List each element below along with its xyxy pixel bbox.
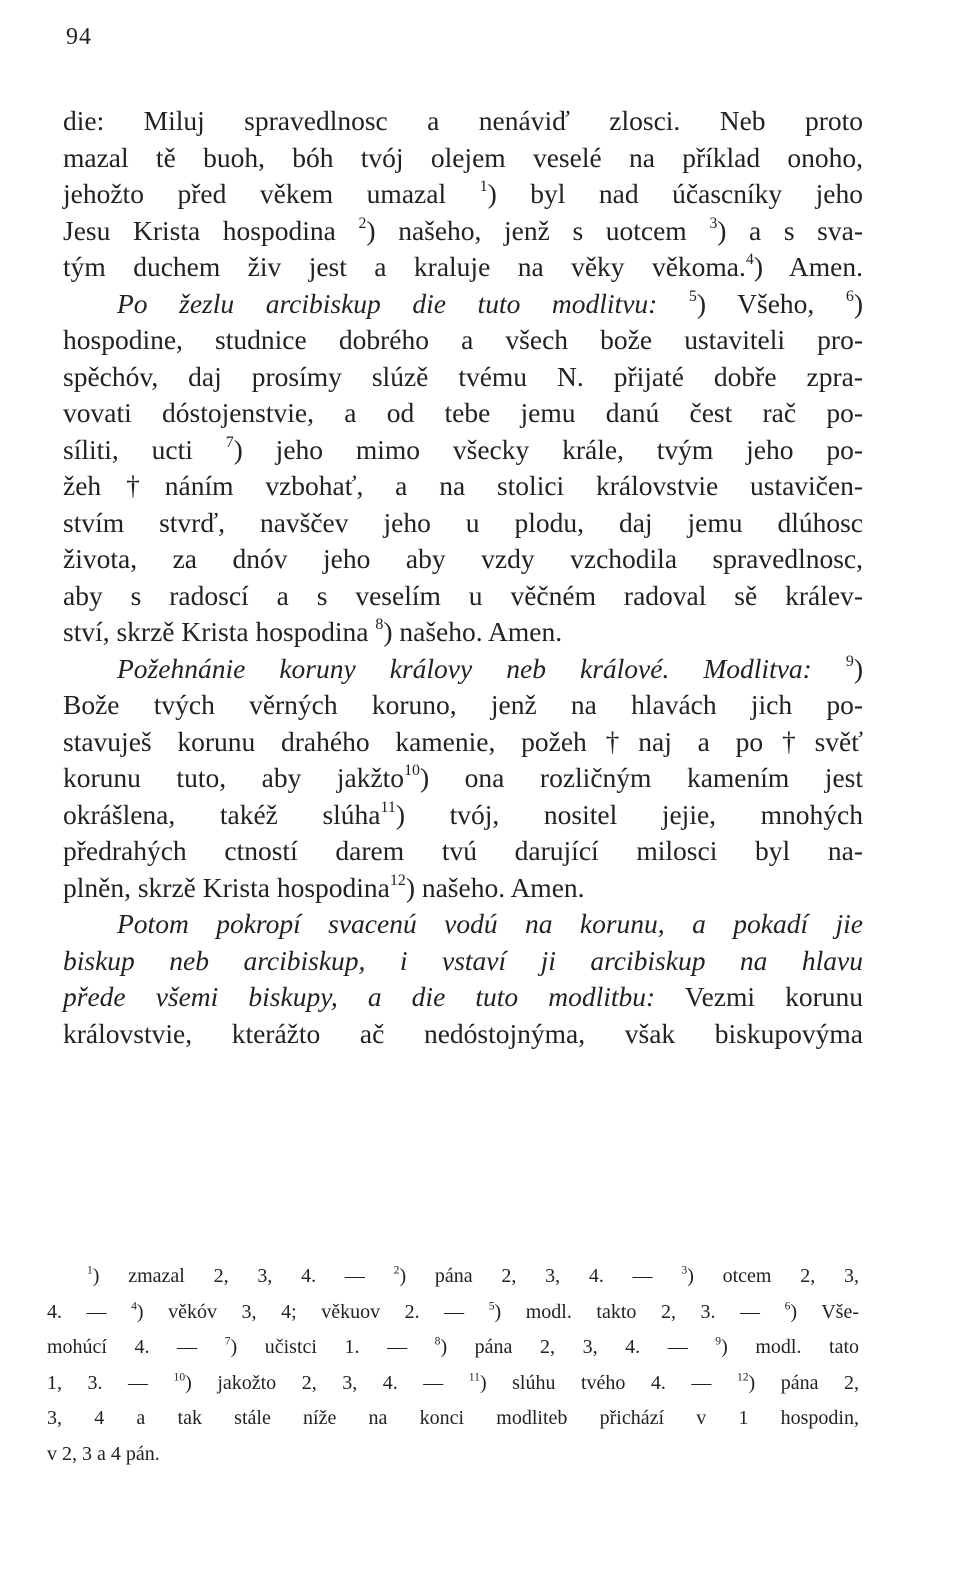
text-line xyxy=(63,724,863,761)
footnote-marker: 2 xyxy=(393,1263,400,1277)
footnote-marker: 8 xyxy=(375,616,384,634)
text-span: ství, skrzě Krista hospodina xyxy=(63,616,376,647)
text-span: plněn, skrzě Krista hospodina xyxy=(63,871,390,903)
text-span: ) učistci 1. — xyxy=(230,1336,435,1358)
footnote-marker: 4 xyxy=(131,1298,137,1312)
text-line xyxy=(63,797,863,834)
text-span: ) modl. takto 2, 3. — xyxy=(494,1300,785,1323)
text-span: Bože tvých věrných koruno, jenž na hlavách jich po- xyxy=(63,689,863,720)
text-span: ) našeho. Amen. xyxy=(383,616,563,647)
text-span: ) věkóv 3, 4; věkuov 2. — xyxy=(136,1300,489,1323)
footnote-marker: 7 xyxy=(225,433,234,451)
text-line xyxy=(63,578,863,615)
text-span: die: Miluj spravedlnosc a nenáviď zlosci. Neb proto xyxy=(63,105,863,136)
footnote-line xyxy=(47,1366,859,1402)
main-text xyxy=(63,103,863,1052)
text-span: ) tvój, nositel jejie, mnohých xyxy=(395,798,863,830)
text-span: vovati dóstojenstvie, a od tebe jemu danú čest rač po- xyxy=(63,397,863,428)
italic-text: biskup neb arcibiskup, i vstaví ji arcibiskup na hlavu xyxy=(63,944,863,976)
footnotes xyxy=(47,1259,859,1472)
text-span: ) jakožto 2, 3, 4. — xyxy=(185,1371,469,1394)
text-span: mohúcí 4. — xyxy=(47,1336,225,1358)
text-line xyxy=(63,176,863,213)
text-span: ) xyxy=(853,652,864,684)
footnote-marker: 12 xyxy=(736,1369,749,1383)
italic-text: přede všemi biskupy, a die tuto modlitbu: xyxy=(63,981,656,1012)
text-line xyxy=(63,213,863,250)
footnote-line xyxy=(47,1259,859,1295)
text-span: ) Amen. xyxy=(753,251,863,282)
footnote-marker: 10 xyxy=(173,1369,186,1383)
text-span: Jesu Krista hospodina xyxy=(63,214,359,246)
text-span: ) a s sva- xyxy=(717,214,863,246)
text-span: ) pána 2, 3, 4. — xyxy=(440,1336,716,1358)
text-span: hospodine, studnice dobrého a všech bože ustaviteli pro- xyxy=(63,324,863,355)
text-span: stavuješ korunu drahého kamenie, požeh†naj a po†svěť xyxy=(63,725,863,757)
text-line xyxy=(63,359,863,396)
footnote-marker: 4 xyxy=(745,251,754,269)
text-span: královstvie, kterážto ač nedóstojnýma, však biskupovýma xyxy=(63,1017,863,1049)
text-line xyxy=(63,687,863,724)
text-span: Vezmi korunu xyxy=(655,981,864,1012)
text-line xyxy=(63,395,863,432)
footnote-marker: 9 xyxy=(845,652,854,670)
footnote-marker: 2 xyxy=(358,214,367,232)
italic-text: Po žezlu arcibiskup die tuto modlitvu: xyxy=(117,287,658,319)
text-line xyxy=(63,651,863,688)
text-span: 3, 4 a tak stále níže na konci modliteb přichází v 1 hospodin, xyxy=(47,1407,859,1429)
text-span: ) Vše- xyxy=(790,1300,860,1323)
text-span: korunu tuto, aby jakžto xyxy=(63,762,405,793)
text-line xyxy=(63,760,863,797)
footnote-line xyxy=(47,1330,859,1366)
text-span: spěchóv, daj prosímy slúzě tvému N. přijaté dobře zpra- xyxy=(63,360,863,392)
text-span: ) slúhu tvého 4. — xyxy=(479,1371,737,1394)
footnote-marker: 1 xyxy=(479,178,488,196)
text-span xyxy=(812,653,846,684)
text-line xyxy=(63,614,863,651)
text-span: ) našeho, jenž s uotcem xyxy=(366,214,710,246)
text-line xyxy=(63,103,863,140)
footnote-marker: 3 xyxy=(709,214,718,232)
footnote-marker: 3 xyxy=(681,1263,688,1277)
footnote-marker: 8 xyxy=(434,1334,441,1348)
text-line xyxy=(63,249,863,286)
footnote-marker: 5 xyxy=(488,1298,495,1312)
text-line xyxy=(63,906,863,943)
text-span xyxy=(657,288,689,319)
footnote-marker: 11 xyxy=(468,1369,480,1383)
footnote-line xyxy=(47,1295,859,1331)
text-span: ) jeho mimo všecky krále, tvým jeho po- xyxy=(233,433,863,465)
text-span: předrahých ctností darem tvú darující milosci byl na- xyxy=(63,835,863,866)
text-span: 4. — xyxy=(47,1300,132,1323)
footnote-marker: 9 xyxy=(715,1334,722,1348)
text-span: ) Všeho, xyxy=(696,287,846,319)
footnote-line xyxy=(47,1437,859,1473)
text-span: života, za dnóv jeho aby vzdy vzchodila spravedlnosc, xyxy=(63,543,863,574)
text-line xyxy=(63,140,863,177)
text-line xyxy=(63,541,863,578)
footnote-marker: 7 xyxy=(224,1334,231,1348)
text-line xyxy=(63,468,863,505)
text-line xyxy=(63,432,863,469)
text-span: ) ona rozličným kamením jest xyxy=(420,762,863,793)
text-line xyxy=(63,979,863,1016)
footnote-marker: 12 xyxy=(389,871,406,889)
text-line xyxy=(63,833,863,870)
text-span: ) pána 2, 3, 4. — xyxy=(399,1265,682,1287)
text-span: ) xyxy=(853,287,864,319)
text-line xyxy=(63,943,863,980)
footnote-marker: 1 xyxy=(87,1263,93,1277)
text-span: jehožto před věkem umazal xyxy=(63,178,480,209)
text-span: stvím stvrď, navščev jeho u plodu, daj jemu dlúhosc xyxy=(63,506,863,538)
text-span: mazal tě buoh, bóh tvój olejem veselé na příklad onoho, xyxy=(63,141,863,173)
text-line xyxy=(63,505,863,542)
text-span: ) byl nad účascníky jeho xyxy=(487,178,863,209)
footnote-line xyxy=(47,1401,859,1437)
page-number: 94 xyxy=(66,24,92,50)
text-span: okrášlena, takéž slúha xyxy=(63,798,381,830)
footnote-marker: 10 xyxy=(404,762,420,780)
text-span: síliti, ucti xyxy=(63,433,226,465)
text-span: ) otcem 2, 3, xyxy=(687,1265,860,1287)
text-span: ) našeho. Amen. xyxy=(405,871,585,903)
text-span: tým duchem živ jest a kraluje na věky věkoma. xyxy=(63,251,746,282)
footnote-marker: 6 xyxy=(784,1298,791,1312)
text-line xyxy=(63,1016,863,1053)
italic-text: Požehnánie koruny královy neb králové. Modlitva: xyxy=(117,652,812,684)
text-span: aby s radoscí a s veselím u věčném radoval sě králev- xyxy=(63,579,863,611)
footnote-marker: 11 xyxy=(380,798,396,816)
text-span: 1, 3. — xyxy=(47,1371,174,1394)
text-span: žeh†náním vzbohať, a na stolici královstvie ustavičen- xyxy=(63,470,863,501)
text-line xyxy=(63,322,863,359)
footnote-marker: 5 xyxy=(688,287,697,305)
text-span: ) pána 2, xyxy=(748,1371,859,1394)
italic-text: Potom pokropí svacenú vodú na korunu, a pokadí jie xyxy=(117,908,863,939)
text-span: ) zmazal 2, 3, 4. — xyxy=(92,1265,394,1287)
footnote-marker: 6 xyxy=(845,287,854,305)
text-line xyxy=(63,870,863,907)
text-line xyxy=(63,286,863,323)
text-span: v 2, 3 a 4 pán. xyxy=(47,1442,160,1465)
text-span: ) modl. tato xyxy=(721,1336,859,1358)
